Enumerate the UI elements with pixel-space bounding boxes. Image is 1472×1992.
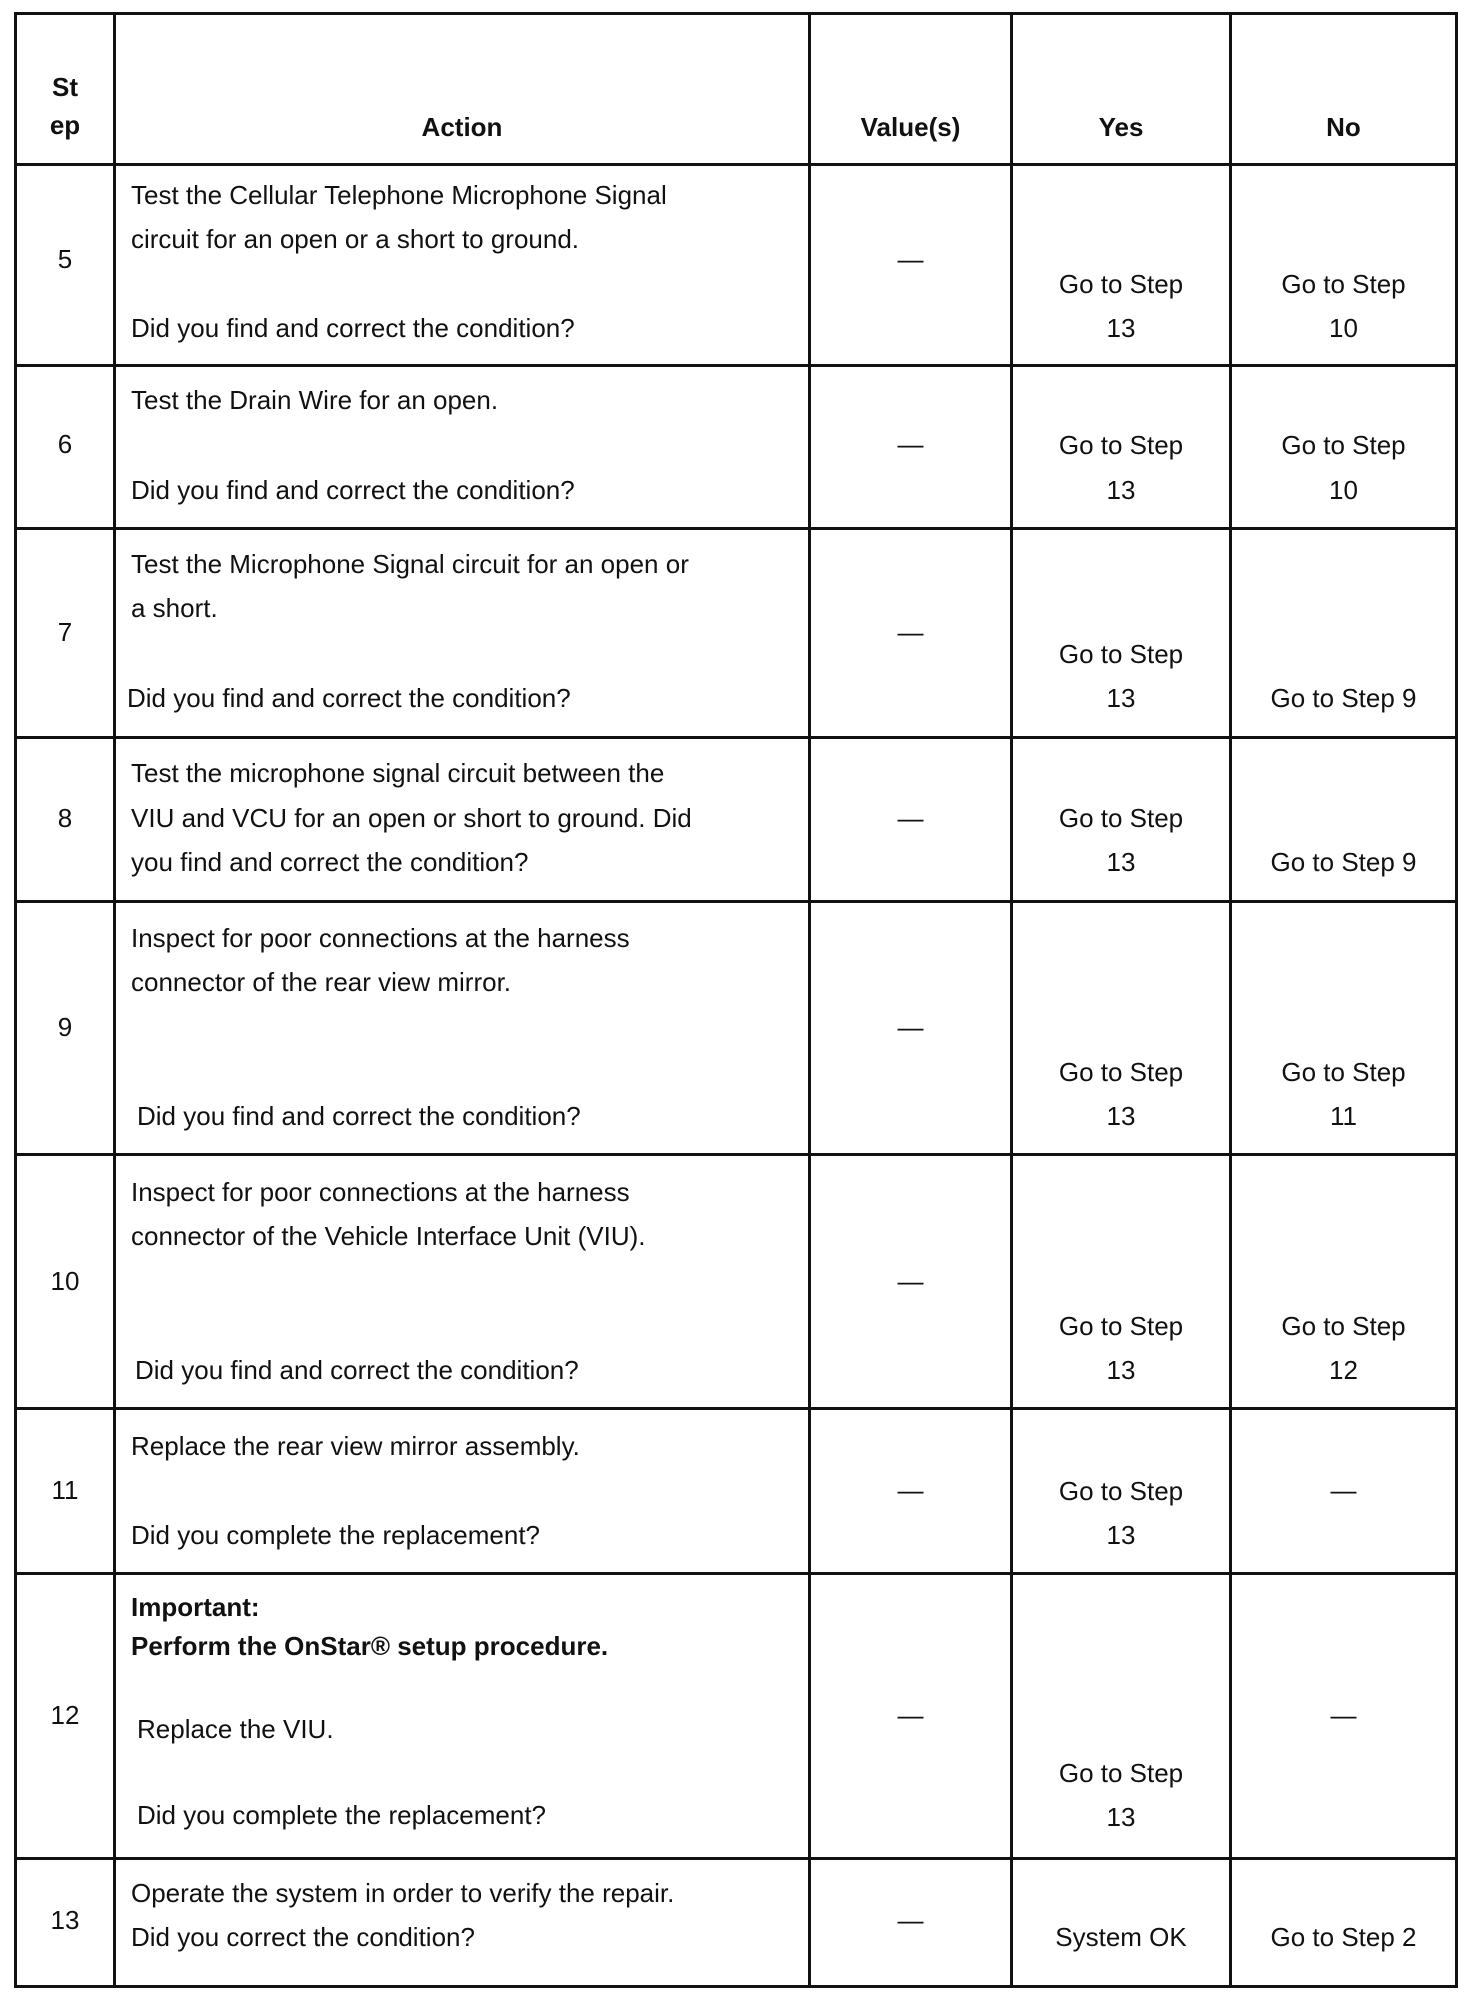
step-number: 6: [57, 429, 73, 459]
action-question: Did you complete the replacement?: [137, 1800, 547, 1830]
value-dash: —: [897, 429, 924, 459]
action-text: Operate the system in order to verify the repair.: [131, 1878, 675, 1908]
action-text: Replace the VIU.: [137, 1714, 334, 1744]
step-number: 11: [51, 1475, 79, 1505]
action-text: a short.: [131, 593, 218, 623]
step-number: 12: [50, 1700, 80, 1730]
table-border-right: [1455, 12, 1458, 1988]
action-text: circuit for an open or a short to ground.: [131, 224, 580, 254]
header-step: [17, 68, 113, 144]
column-divider: [1229, 12, 1232, 1988]
yes-link-step[interactable]: 13: [1106, 475, 1136, 505]
no-link[interactable]: Go to Step: [1281, 430, 1406, 460]
yes-link[interactable]: Go to Step: [1058, 803, 1184, 833]
yes-result[interactable]: System OK: [1055, 1922, 1187, 1952]
header-no: No: [1326, 112, 1361, 142]
row-divider: [14, 736, 1458, 739]
no-link[interactable]: Go to Step 2: [1270, 1922, 1417, 1952]
no-dash: —: [1330, 1700, 1357, 1730]
yes-link-step[interactable]: 13: [1106, 1802, 1136, 1832]
step-number: 8: [57, 803, 73, 833]
no-link[interactable]: Go to Step: [1281, 269, 1406, 299]
important-label: Important:: [131, 1592, 260, 1622]
header-action: Action: [421, 112, 503, 142]
diagnostic-table: [14, 12, 1458, 1988]
step-number: 7: [57, 617, 73, 647]
no-link-step[interactable]: 10: [1329, 313, 1358, 343]
table-border-top: [14, 12, 1458, 15]
header-values: Value(s): [860, 112, 961, 142]
action-question: Did you correct the condition?: [131, 1922, 475, 1952]
yes-link[interactable]: Go to Step: [1058, 1311, 1184, 1341]
action-question: Did you find and correct the condition?: [131, 475, 575, 505]
yes-link-step[interactable]: 13: [1106, 1520, 1136, 1550]
row-divider: [14, 163, 1458, 166]
step-number: 5: [57, 244, 73, 274]
no-link[interactable]: Go to Step 9: [1270, 847, 1417, 877]
column-divider: [808, 12, 811, 1988]
action-text: Inspect for poor connections at the harness: [131, 1177, 630, 1207]
table-border-bottom: [14, 1985, 1458, 1988]
action-question: Did you find and correct the condition?: [135, 1355, 579, 1385]
row-divider: [14, 1857, 1458, 1860]
no-link[interactable]: Go to Step: [1281, 1057, 1406, 1087]
row-divider: [14, 1407, 1458, 1410]
column-divider: [1010, 12, 1013, 1988]
no-dash: —: [1330, 1475, 1357, 1505]
value-dash: —: [897, 803, 924, 833]
header-yes: Yes: [1098, 112, 1144, 142]
yes-link-step[interactable]: 13: [1106, 313, 1136, 343]
table-border-left: [14, 12, 17, 1988]
action-text: Test the Cellular Telephone Microphone Signal: [131, 180, 667, 210]
value-dash: —: [897, 1700, 924, 1730]
row-divider: [14, 1572, 1458, 1575]
row-divider: [14, 900, 1458, 903]
action-question: Did you find and correct the condition?: [127, 683, 571, 713]
row-divider: [14, 364, 1458, 367]
yes-link-step[interactable]: 13: [1106, 1355, 1136, 1385]
no-link-step[interactable]: 12: [1329, 1355, 1358, 1385]
action-question: Did you find and correct the condition?: [137, 1101, 581, 1131]
no-link[interactable]: Go to Step 9: [1270, 683, 1417, 713]
yes-link[interactable]: Go to Step: [1058, 1758, 1184, 1788]
action-text: Test the microphone signal circuit between the: [131, 758, 665, 788]
yes-link[interactable]: Go to Step: [1058, 639, 1184, 669]
no-link[interactable]: Go to Step: [1281, 1311, 1406, 1341]
row-divider: [14, 527, 1458, 530]
header-step-line2: ep: [49, 110, 81, 140]
action-question: Did you complete the replacement?: [131, 1520, 541, 1550]
yes-link-step[interactable]: 13: [1106, 847, 1136, 877]
action-question: you find and correct the condition?: [131, 847, 529, 877]
row-divider: [14, 1153, 1458, 1156]
action-text: Test the Microphone Signal circuit for an open or: [131, 549, 689, 579]
action-text: Replace the rear view mirror assembly.: [131, 1431, 580, 1461]
step-number: 13: [50, 1905, 80, 1935]
column-divider: [113, 12, 116, 1988]
step-number: 9: [57, 1012, 73, 1042]
value-dash: —: [897, 244, 924, 274]
value-dash: —: [897, 617, 924, 647]
action-question: Did you find and correct the condition?: [131, 313, 575, 343]
action-text: connector of the Vehicle Interface Unit (VIU).: [131, 1221, 646, 1251]
value-dash: —: [897, 1012, 924, 1042]
value-dash: —: [897, 1475, 924, 1505]
no-link-step[interactable]: 11: [1330, 1101, 1357, 1131]
value-dash: —: [897, 1905, 924, 1935]
action-text: connector of the rear view mirror.: [131, 967, 512, 997]
yes-link[interactable]: Go to Step: [1058, 1057, 1184, 1087]
action-text: Inspect for poor connections at the harness: [131, 923, 630, 953]
step-number: 10: [50, 1266, 80, 1296]
important-text: Perform the OnStar® setup procedure.: [131, 1631, 609, 1661]
yes-link-step[interactable]: 13: [1106, 683, 1136, 713]
action-text: Test the Drain Wire for an open.: [131, 385, 499, 415]
yes-link[interactable]: Go to Step: [1058, 269, 1184, 299]
yes-link[interactable]: Go to Step: [1058, 430, 1184, 460]
header-step-line1: St: [52, 72, 78, 102]
no-link-step[interactable]: 10: [1329, 475, 1358, 505]
value-dash: —: [897, 1266, 924, 1296]
action-text: VIU and VCU for an open or short to ground. Did: [131, 803, 692, 833]
yes-link-step[interactable]: 13: [1106, 1101, 1136, 1131]
yes-link[interactable]: Go to Step: [1058, 1476, 1184, 1506]
